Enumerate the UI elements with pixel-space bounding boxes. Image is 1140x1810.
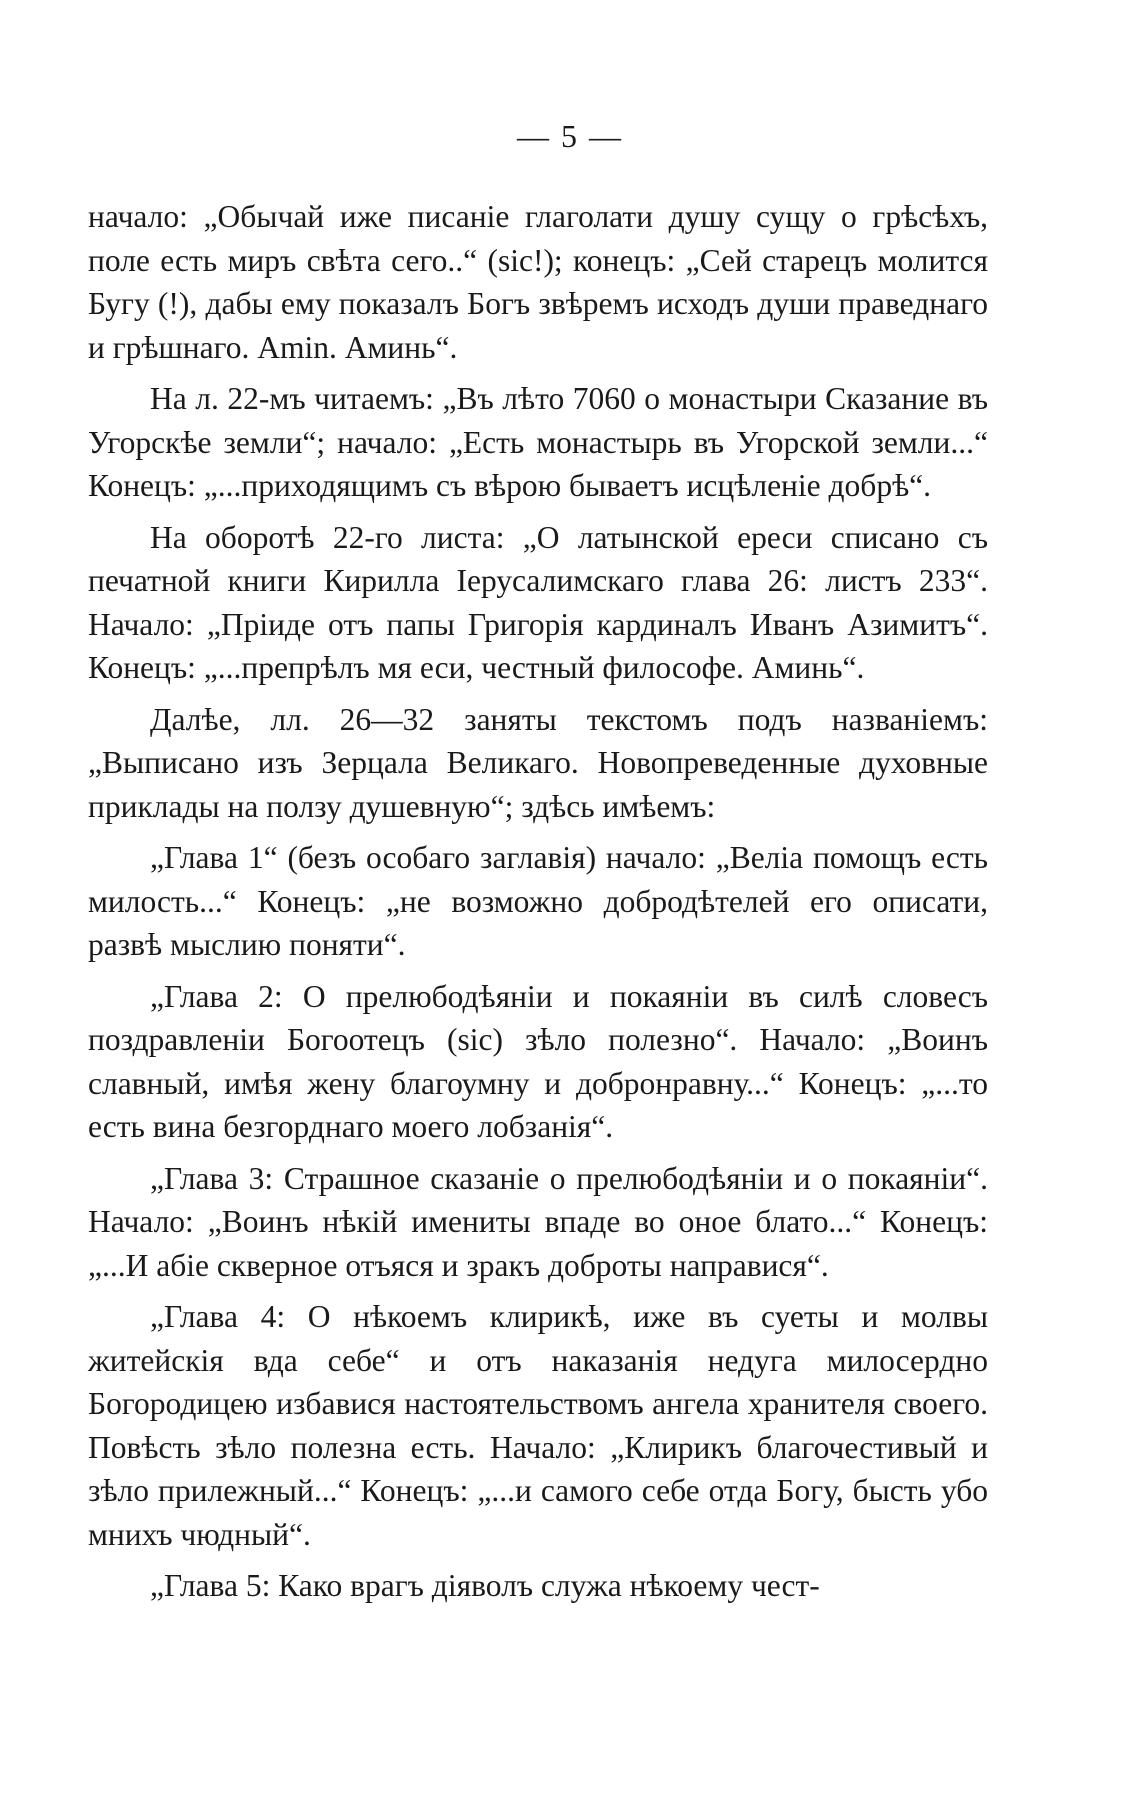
paragraph: „Глава 1“ (безъ особаго заглавія) начало: „Веліа помощъ есть милость...“ Конецъ: „не возможно добродѣтелей его описати, развѣ мыслию поняти“. <box>88 840 988 962</box>
paragraph: „Глава 3: Страшное сказаніе о прелюбодѣяніи и о покаяніи“. Начало: „Воинъ нѣкій имениты впаде во оное блато...“ Конецъ: „...И абіе скверное отъяся и зракъ доброты направися“. <box>88 1160 988 1283</box>
paragraph: начало: „Обычай иже писаніе глаголати душу сущу о грѣсѣхъ, поле есть миръ свѣта сего..“ (sic!); конецъ: „Сей старецъ молится Бугу (!), дабы ему показалъ Богъ звѣремъ исходъ души праведнаго и грѣшнаго. Amin. Аминь“. <box>88 199 988 365</box>
paragraph: „Глава 2: О прелюбодѣяніи и покаяніи въ силѣ словесъ поздравленіи Богоотецъ (sic) зѣло полезно“. Начало: „Воинъ славный, имѣя жену благоумну и добронравну...“ Конецъ: „...то есть вина безгорднаго моего лобзанія“. <box>88 978 988 1144</box>
text-body <box>88 195 988 1616</box>
paragraph: „Глава 4: О нѣкоемъ клирикѣ, иже въ суеты и молвы житейскія вда себе“ и отъ наказанія недуга милосердно Богородицею избавися настоятельствомъ ангела хранителя своего. Повѣсть зѣло полезна есть. Начало: „Клирикъ благочестивый и зѣло прилежный...“ Конецъ: „...и самого себе отда Богу, бысть убо мнихъ чюдный“. <box>88 1299 988 1552</box>
paragraph: „Глава 5: Како врагъ діяволъ служа нѣкоему чест- <box>150 1568 820 1603</box>
paragraph: На оборотѣ 22-го листа: „О латынской ереси списано съ печатной книги Кирилла Іерусалимскаго глава 26: листъ 233“. Начало: „Пріиде отъ папы Григорія кардиналъ Иванъ Азимитъ“. Конецъ: „...препрѣлъ мя еси, честный философе. Аминь“. <box>88 519 988 685</box>
paragraph: На л. 22-мъ читаемъ: „Въ лѣто 7060 о монастыри Сказание въ Угорскѣе земли“; начало: „Есть монастырь въ Угорской земли...“ Конецъ: „...приходящимъ съ вѣрою бываетъ исцѣленіе добрѣ“. <box>88 381 988 503</box>
page-number: — 5 — <box>517 118 623 154</box>
paragraph: Далѣе, лл. 26—32 заняты текстомъ подъ названіемъ: „Выписано изъ Зерцала Великаго. Новопреведенные духовные приклады на ползу душевную“; здѣсь имѣемъ: <box>88 701 988 824</box>
